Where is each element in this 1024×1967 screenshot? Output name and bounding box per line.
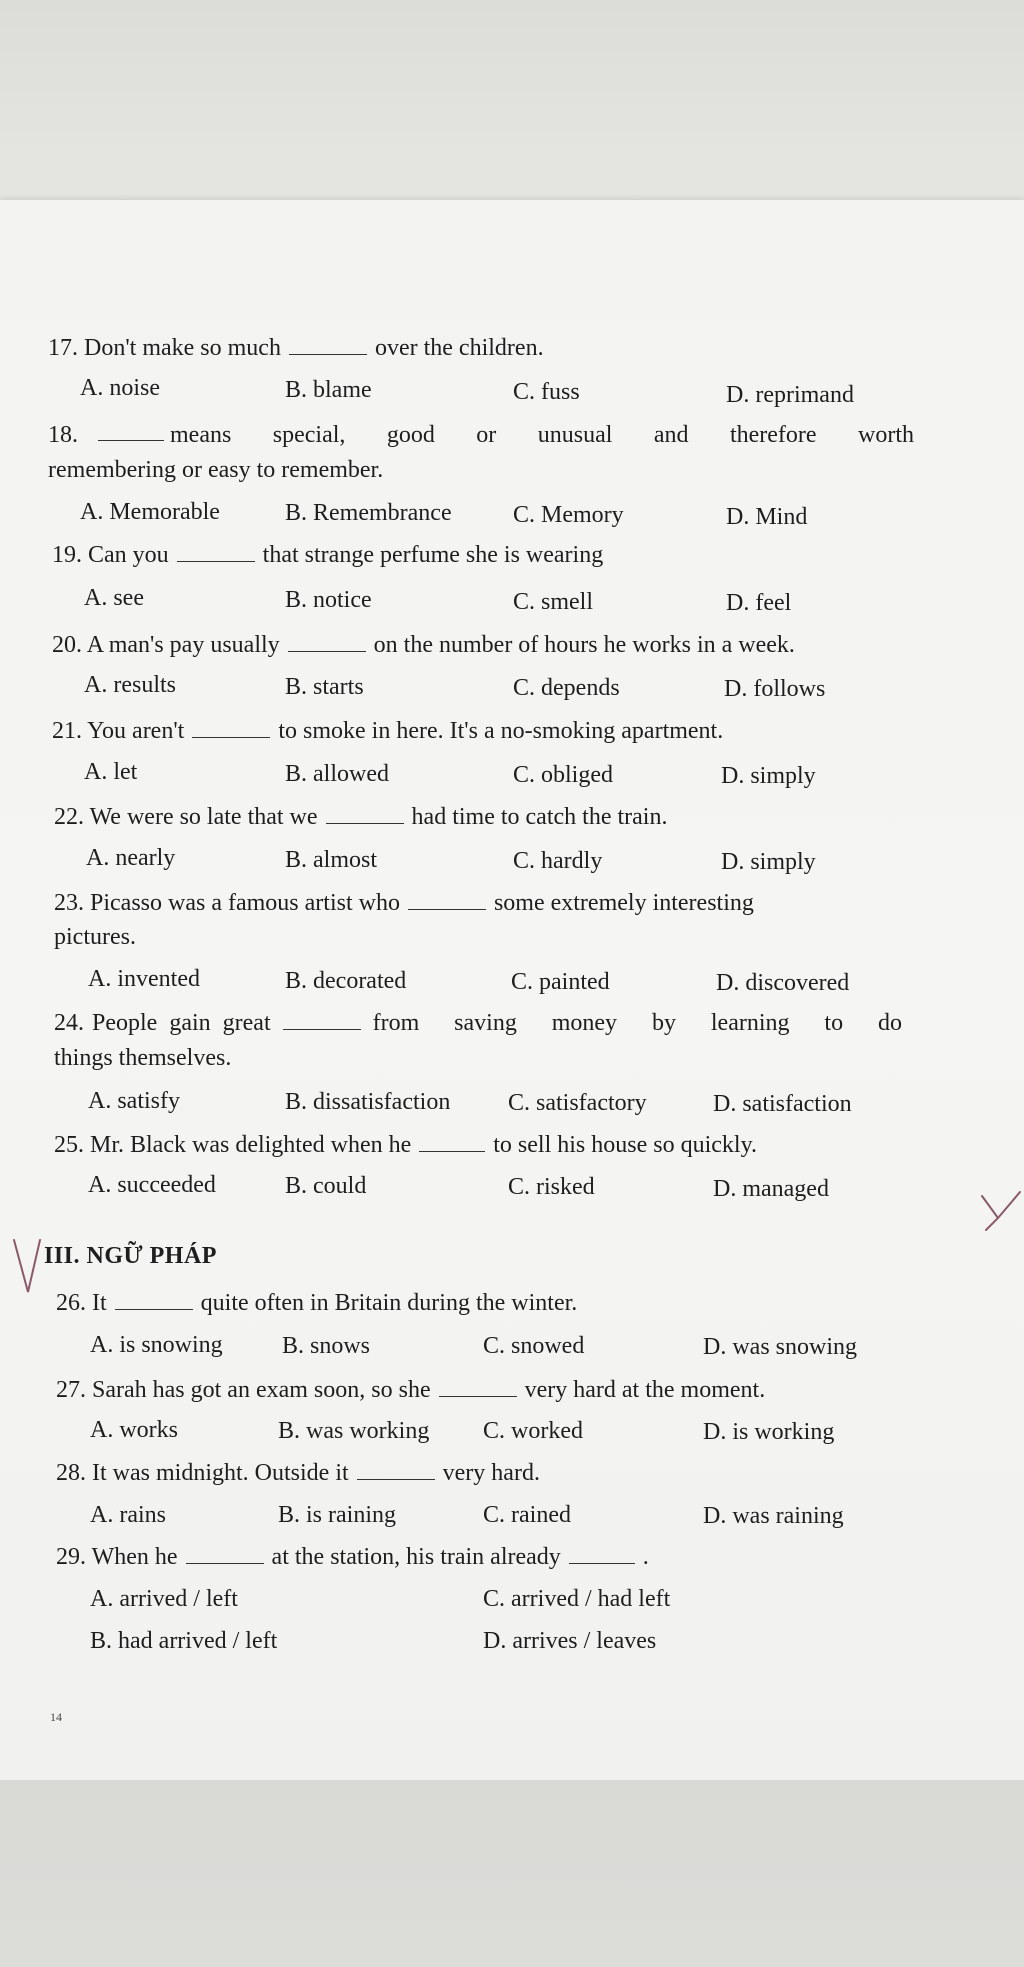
option[interactable]: C. satisfactory (508, 1090, 647, 1116)
option[interactable]: A. let (84, 759, 138, 785)
option[interactable]: B. notice (285, 587, 372, 613)
question-21: 21. You aren't to smoke in here. It's a no-smoking apartment. (52, 718, 724, 744)
option[interactable]: C. depends (513, 675, 620, 701)
option[interactable]: B. almost (285, 847, 378, 873)
option[interactable]: D. was snowing (703, 1334, 857, 1360)
option[interactable]: C. smell (513, 589, 594, 615)
option[interactable]: B. dissatisfaction (285, 1089, 451, 1115)
question-19: 19. Can you that strange perfume she is wearing (52, 542, 604, 568)
question-23: 23. Picasso was a famous artist who some extremely interesting (54, 890, 754, 916)
section-heading: III. NGỮ PHÁP (44, 1243, 217, 1269)
option[interactable]: D. simply (721, 849, 816, 875)
option[interactable]: B. decorated (285, 968, 407, 994)
option[interactable]: D. is working (703, 1419, 835, 1445)
option[interactable]: D. follows (724, 676, 826, 702)
answer-blank[interactable] (177, 541, 255, 562)
option[interactable]: C. risked (508, 1174, 595, 1200)
option[interactable]: B. starts (285, 674, 364, 700)
option[interactable]: D. Mind (726, 504, 808, 530)
question-27: 27. Sarah has got an exam soon, so she very hard at the moment. (56, 1377, 766, 1403)
table-surface (0, 1780, 1024, 1967)
question-17: 17. Don't make so much over the children. (48, 335, 544, 361)
option[interactable]: A. satisfy (88, 1088, 180, 1114)
option[interactable]: A. results (84, 672, 176, 698)
question-23-continued: pictures. (54, 924, 136, 950)
option[interactable]: B. had arrived / left (90, 1628, 278, 1654)
option[interactable]: B. could (285, 1173, 367, 1199)
option[interactable]: A. invented (88, 966, 200, 992)
answer-blank[interactable] (569, 1543, 635, 1564)
option[interactable]: D. satisfaction (713, 1091, 852, 1117)
answer-blank[interactable] (283, 1009, 361, 1030)
option[interactable]: A. is snowing (90, 1332, 223, 1358)
option[interactable]: B. is raining (278, 1502, 396, 1528)
answer-blank[interactable] (192, 717, 270, 738)
option[interactable]: A. arrived / left (90, 1586, 238, 1612)
question-26: 26. It quite often in Britain during the winter. (56, 1290, 578, 1316)
option[interactable]: B. was working (278, 1418, 430, 1444)
question-29: 29. When he at the station, his train already . (56, 1544, 649, 1570)
question-18-continued: remembering or easy to remember. (48, 457, 384, 483)
answer-blank[interactable] (408, 889, 486, 910)
option[interactable]: C. fuss (513, 379, 580, 405)
question-18: 18. means special, good or unusual and therefore worth (48, 422, 914, 448)
option[interactable]: B. blame (285, 377, 372, 403)
option[interactable]: D. was raining (703, 1503, 844, 1529)
page-number: 14 (50, 1710, 62, 1724)
question-20: 20. A man's pay usually on the number of hours he works in a week. (52, 632, 795, 658)
option[interactable]: D. discovered (716, 970, 850, 996)
answer-blank[interactable] (186, 1543, 264, 1564)
option[interactable]: B. snows (282, 1333, 371, 1359)
option[interactable]: A. nearly (86, 845, 176, 871)
answer-blank[interactable] (357, 1459, 435, 1480)
option[interactable]: C. worked (483, 1418, 583, 1444)
answer-blank[interactable] (419, 1131, 485, 1152)
option[interactable]: D. managed (713, 1176, 829, 1202)
option[interactable]: C. Memory (513, 502, 624, 528)
option[interactable]: A. rains (90, 1502, 166, 1528)
answer-blank[interactable] (98, 420, 164, 441)
pencil-check-mark-icon (978, 1190, 1022, 1234)
option[interactable]: D. simply (721, 763, 816, 789)
question-22: 22. We were so late that we had time to catch the train. (54, 804, 668, 830)
option[interactable]: B. allowed (285, 761, 389, 787)
option[interactable]: A. works (90, 1417, 178, 1443)
option[interactable]: D. arrives / leaves (483, 1628, 657, 1654)
option[interactable]: C. hardly (513, 848, 603, 874)
pencil-v-mark-icon (12, 1236, 42, 1296)
option[interactable]: B. Remembrance (285, 500, 452, 526)
option[interactable]: A. see (84, 585, 144, 611)
question-25: 25. Mr. Black was delighted when he to sell his house so quickly. (54, 1132, 758, 1158)
option[interactable]: C. painted (511, 969, 610, 995)
option[interactable]: C. arrived / had left (483, 1586, 671, 1612)
option[interactable]: A. Memorable (80, 499, 220, 525)
option[interactable]: D. feel (726, 590, 792, 616)
answer-blank[interactable] (289, 334, 367, 355)
answer-blank[interactable] (439, 1376, 517, 1397)
option[interactable]: C. snowed (483, 1333, 585, 1359)
answer-blank[interactable] (326, 803, 404, 824)
question-24: 24. People gain great from saving money by learning to do (54, 1010, 902, 1036)
option[interactable]: A. succeeded (88, 1172, 216, 1198)
option[interactable]: A. noise (80, 375, 160, 401)
option[interactable]: D. reprimand (726, 382, 854, 408)
answer-blank[interactable] (115, 1289, 193, 1310)
answer-blank[interactable] (288, 631, 366, 652)
option[interactable]: C. obliged (513, 762, 613, 788)
option[interactable]: C. rained (483, 1502, 571, 1528)
question-28: 28. It was midnight. Outside it very hard. (56, 1460, 540, 1486)
question-24-continued: things themselves. (54, 1045, 232, 1071)
